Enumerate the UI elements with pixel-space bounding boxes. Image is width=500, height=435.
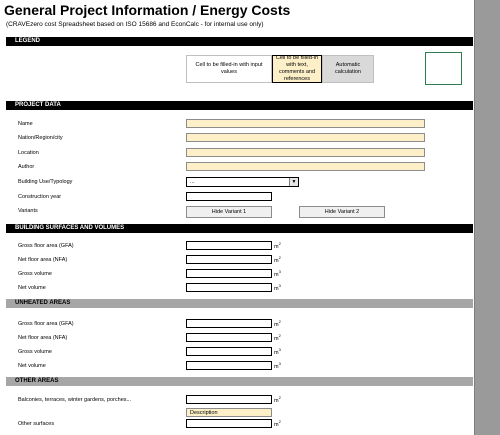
legend-grey-text: Automatic calculation <box>335 62 361 75</box>
page-title: General Project Information / Energy Costs <box>4 2 291 18</box>
gfa-unit: $m^2$ <box>274 241 281 250</box>
gfa-input[interactable] <box>186 241 272 250</box>
page-subtitle: (CRAVEzero cost Spreadsheet based on ISO 15686 and EconCalc - for internal use only) <box>6 21 264 28</box>
net-volume-label: Net volume <box>18 285 46 291</box>
legend-grey-cell <box>322 55 374 83</box>
other-surfaces-input[interactable] <box>186 419 272 428</box>
variants-label: Variants <box>18 208 38 214</box>
legend-white-cell <box>186 55 272 83</box>
hide-variant-1-button[interactable]: Hide Variant 1 <box>186 206 272 218</box>
hide-variant-2-button[interactable]: Hide Variant 2 <box>299 206 385 218</box>
other-surfaces-description-input[interactable]: Description <box>186 408 272 417</box>
unheated-nfa-label: Net floor area (NFA) <box>18 335 68 341</box>
unheated-nfa-unit: $m^2$ <box>274 333 281 342</box>
nfa-label: Net floor area (NFA) <box>18 257 68 263</box>
gross-volume-unit: $m^3$ <box>274 269 281 278</box>
name-input[interactable] <box>186 119 425 128</box>
balconies-input[interactable] <box>186 395 272 404</box>
typology-select[interactable] <box>186 177 299 187</box>
building-surfaces-section-header: BUILDING SURFACES AND VOLUMES <box>6 224 473 233</box>
unheated-gfa-unit: $m^2$ <box>274 319 281 328</box>
chevron-down-icon[interactable]: ▼ <box>289 178 298 186</box>
name-label: Name <box>18 121 33 127</box>
nation-label: Nation/Region/city <box>18 135 63 141</box>
balconies-label: Balconies, terraces, winter gardens, porches... <box>18 397 132 403</box>
nfa-input[interactable] <box>186 255 272 264</box>
gross-volume-input[interactable] <box>186 269 272 278</box>
typology-label: Building Use/Typology <box>18 179 73 185</box>
vertical-scrollbar[interactable] <box>474 0 500 435</box>
balconies-unit: $m^2$ <box>274 395 281 404</box>
nfa-unit: $m^2$ <box>274 255 281 264</box>
unheated-gfa-input[interactable] <box>186 319 272 328</box>
construction-year-label: Construction year <box>18 194 62 200</box>
unheated-gross-volume-unit: $m^3$ <box>274 347 281 356</box>
project-data-section-header: PROJECT DATA <box>6 101 473 110</box>
gfa-label: Gross floor area (GFA) <box>18 243 74 249</box>
unheated-gfa-label: Gross floor area (GFA) <box>18 321 74 327</box>
unheated-nfa-input[interactable] <box>186 333 272 342</box>
other-surfaces-label: Other surfaces <box>18 421 55 427</box>
gross-volume-label: Gross volume <box>18 271 52 277</box>
unheated-net-volume-input[interactable] <box>186 361 272 370</box>
unheated-gross-volume-input[interactable] <box>186 347 272 356</box>
legend-white-text: Cell to be filled-in with input values <box>195 62 263 75</box>
nation-input[interactable] <box>186 133 425 142</box>
author-input[interactable] <box>186 162 425 171</box>
author-label: Author <box>18 164 35 170</box>
legend-yellow-cell <box>272 55 322 83</box>
unheated-areas-section-header: UNHEATED AREAS <box>6 299 473 308</box>
location-input[interactable] <box>186 148 425 157</box>
net-volume-unit: $m^3$ <box>274 283 281 292</box>
typology-select-value: ... <box>190 179 195 185</box>
unheated-net-volume-label: Net volume <box>18 363 46 369</box>
legend-section-header: LEGEND <box>6 37 473 46</box>
unheated-gross-volume-label: Gross volume <box>18 349 52 355</box>
construction-year-input[interactable] <box>186 192 272 201</box>
location-label: Location <box>18 150 39 156</box>
other-surfaces-unit: $m^2$ <box>274 419 281 428</box>
unheated-net-volume-unit: $m^3$ <box>274 361 281 370</box>
legend-yellow-text: Cell to be filled-in with text, comments and references <box>275 55 319 82</box>
selected-cell-frame[interactable] <box>425 52 462 85</box>
net-volume-input[interactable] <box>186 283 272 292</box>
other-areas-section-header: OTHER AREAS <box>6 377 473 386</box>
